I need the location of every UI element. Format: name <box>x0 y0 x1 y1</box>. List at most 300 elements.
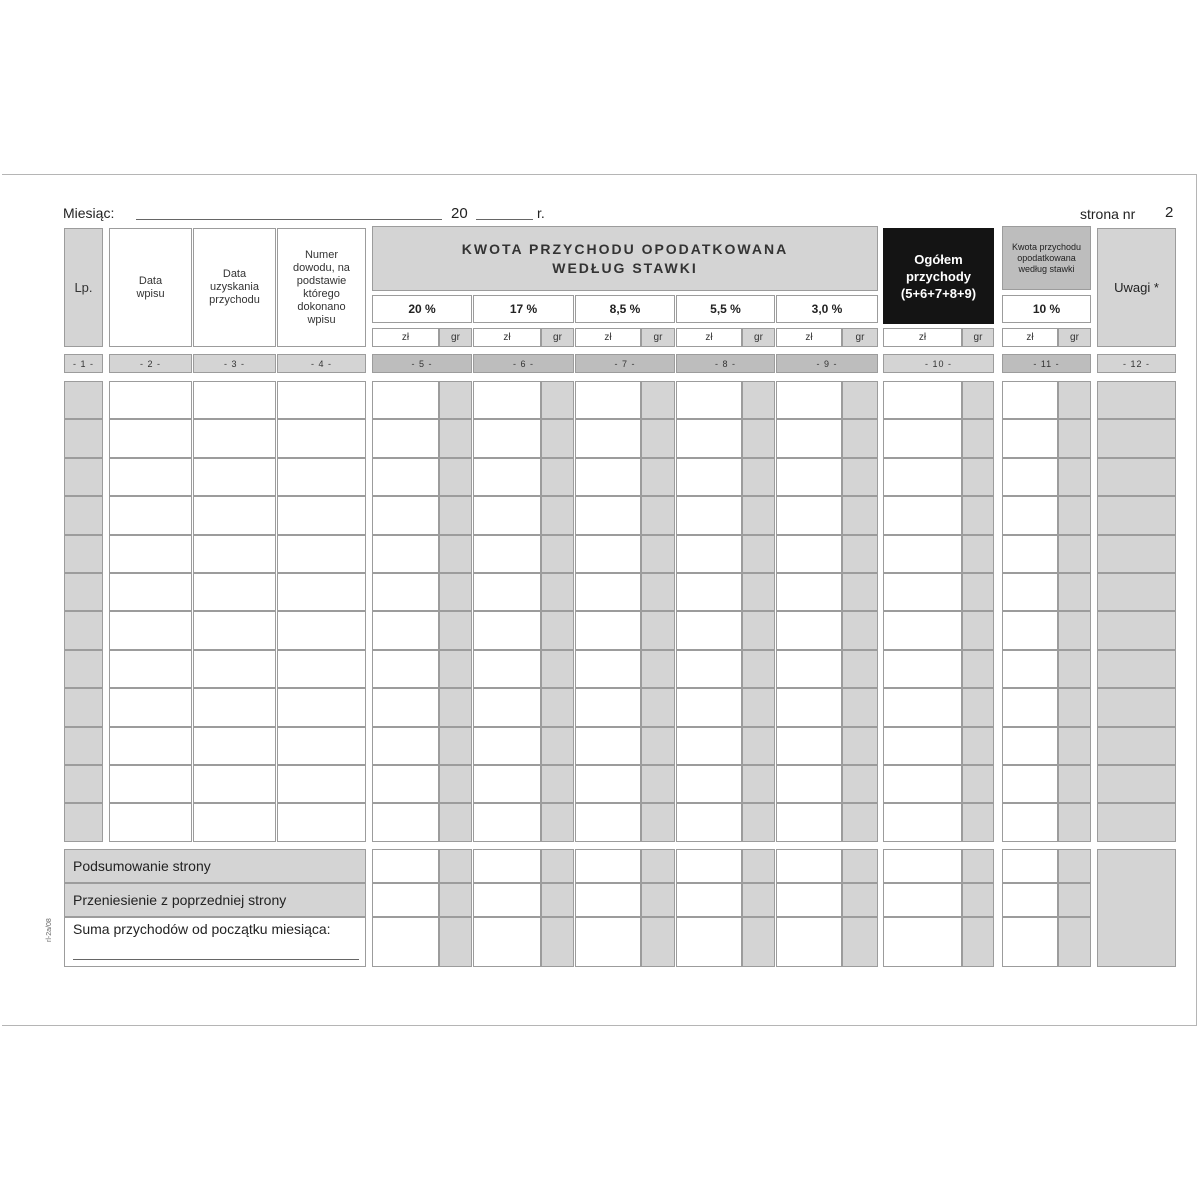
table-row-zl-10[interactable] <box>883 381 962 419</box>
table-row-lp[interactable] <box>64 803 103 842</box>
summary-carried-gr-7[interactable] <box>641 883 675 917</box>
table-row-remarks[interactable] <box>1097 535 1176 573</box>
table-row-zl-9[interactable] <box>776 573 842 611</box>
table-row-zl-6[interactable] <box>473 419 541 458</box>
summary-carried-zl-8[interactable] <box>676 883 742 917</box>
table-row-doc-number[interactable] <box>277 419 366 458</box>
table-row-zl-6[interactable] <box>473 688 541 727</box>
table-row-date-revenue[interactable] <box>193 765 276 803</box>
summary-carried-zl-9[interactable] <box>776 883 842 917</box>
table-row-remarks[interactable] <box>1097 419 1176 458</box>
table-row-gr-5[interactable] <box>439 496 472 535</box>
table-row-zl-11[interactable] <box>1002 535 1058 573</box>
table-row-doc-number[interactable] <box>277 650 366 688</box>
table-row-date-entry[interactable] <box>109 688 192 727</box>
table-row-zl-5[interactable] <box>372 688 439 727</box>
table-row-gr-9[interactable] <box>842 727 878 765</box>
table-row-gr-9[interactable] <box>842 611 878 650</box>
table-row-gr-8[interactable] <box>742 458 775 496</box>
summary-carried-zl-5[interactable] <box>372 883 439 917</box>
table-row-zl-7[interactable] <box>575 650 641 688</box>
table-row-zl-9[interactable] <box>776 458 842 496</box>
table-row-gr-5[interactable] <box>439 688 472 727</box>
table-row-gr-8[interactable] <box>742 688 775 727</box>
table-row-gr-7[interactable] <box>641 458 675 496</box>
table-row-remarks[interactable] <box>1097 727 1176 765</box>
table-row-zl-5[interactable] <box>372 419 439 458</box>
table-row-gr-11[interactable] <box>1058 688 1091 727</box>
table-row-lp[interactable] <box>64 458 103 496</box>
table-row-zl-11[interactable] <box>1002 419 1058 458</box>
unit-zl-7 <box>575 328 641 347</box>
table-row-gr-11[interactable] <box>1058 419 1091 458</box>
table-row-zl-8[interactable] <box>676 496 742 535</box>
table-row-gr-7[interactable] <box>641 573 675 611</box>
summary-carried-zl-11[interactable] <box>1002 883 1058 917</box>
table-row-zl-10[interactable] <box>883 803 962 842</box>
table-row-zl-7[interactable] <box>575 458 641 496</box>
table-row-zl-5[interactable] <box>372 765 439 803</box>
header-rate-2 <box>473 295 574 323</box>
table-row-zl-8[interactable] <box>676 573 742 611</box>
table-row-zl-11[interactable] <box>1002 650 1058 688</box>
table-row-gr-8[interactable] <box>742 650 775 688</box>
table-row-doc-number[interactable] <box>277 765 366 803</box>
table-row-doc-number[interactable] <box>277 727 366 765</box>
table-row-date-entry[interactable] <box>109 803 192 842</box>
summary-month-sum-zl-9[interactable] <box>776 917 842 967</box>
table-row-gr-10[interactable] <box>962 765 994 803</box>
table-row-gr-6[interactable] <box>541 765 574 803</box>
table-row-zl-11[interactable] <box>1002 803 1058 842</box>
table-row-gr-7[interactable] <box>641 688 675 727</box>
table-row-remarks[interactable] <box>1097 458 1176 496</box>
table-row-gr-8[interactable] <box>742 573 775 611</box>
table-row-zl-9[interactable] <box>776 611 842 650</box>
column-number-7 <box>575 354 675 373</box>
summary-month-sum-gr-6[interactable] <box>541 917 574 967</box>
summary-month-sum-gr-8[interactable] <box>742 917 775 967</box>
header-date-entry-text: Data wpisu <box>136 274 165 300</box>
table-row-lp[interactable] <box>64 573 103 611</box>
table-row-gr-9[interactable] <box>842 688 878 727</box>
table-row-zl-6[interactable] <box>473 573 541 611</box>
table-row-zl-9[interactable] <box>776 803 842 842</box>
table-row-date-revenue[interactable] <box>193 803 276 842</box>
table-row-remarks[interactable] <box>1097 650 1176 688</box>
table-row-date-entry[interactable] <box>109 535 192 573</box>
table-row-gr-9[interactable] <box>842 535 878 573</box>
table-row-gr-9[interactable] <box>842 803 878 842</box>
table-row-zl-7[interactable] <box>575 573 641 611</box>
table-row-gr-11[interactable] <box>1058 803 1091 842</box>
table-row-date-revenue[interactable] <box>193 688 276 727</box>
summary-page-sum-zl-9[interactable] <box>776 849 842 883</box>
header-rate-1-text: 20 % <box>408 302 436 316</box>
table-row-zl-11[interactable] <box>1002 496 1058 535</box>
summary-page-sum-zl-7[interactable] <box>575 849 641 883</box>
table-row-gr-9[interactable] <box>842 765 878 803</box>
table-row-doc-number[interactable] <box>277 381 366 419</box>
table-row-gr-11[interactable] <box>1058 573 1091 611</box>
table-row-gr-9[interactable] <box>842 496 878 535</box>
summary-page-sum-gr-6[interactable] <box>541 849 574 883</box>
table-row-remarks[interactable] <box>1097 573 1176 611</box>
summary-month-sum-zl-7[interactable] <box>575 917 641 967</box>
summary-page-sum-zl-5[interactable] <box>372 849 439 883</box>
table-row-doc-number[interactable] <box>277 611 366 650</box>
table-row-doc-number[interactable] <box>277 496 366 535</box>
summary-month-sum-gr-5[interactable] <box>439 917 472 967</box>
table-row-date-entry[interactable] <box>109 611 192 650</box>
table-row-gr-10[interactable] <box>962 496 994 535</box>
header-rate-1 <box>372 295 472 323</box>
table-row-doc-number[interactable] <box>277 803 366 842</box>
table-row-gr-8[interactable] <box>742 381 775 419</box>
table-row-lp[interactable] <box>64 688 103 727</box>
summary-month-sum-gr-11[interactable] <box>1058 917 1091 967</box>
table-row-zl-5[interactable] <box>372 381 439 419</box>
summary-page-sum-gr-11[interactable] <box>1058 849 1091 883</box>
table-row-zl-11[interactable] <box>1002 458 1058 496</box>
table-row-gr-7[interactable] <box>641 611 675 650</box>
table-row-gr-7[interactable] <box>641 803 675 842</box>
table-row-gr-9[interactable] <box>842 419 878 458</box>
table-row-gr-10[interactable] <box>962 458 994 496</box>
header-rate-3-text: 8,5 % <box>609 302 641 316</box>
column-number-8 <box>676 354 775 373</box>
table-row-zl-8[interactable] <box>676 611 742 650</box>
table-row-gr-5[interactable] <box>439 803 472 842</box>
table-row-zl-9[interactable] <box>776 727 842 765</box>
summary-page-sum-zl-8[interactable] <box>676 849 742 883</box>
table-row-gr-10[interactable] <box>962 535 994 573</box>
summary-carried-zl-7[interactable] <box>575 883 641 917</box>
table-row-zl-6[interactable] <box>473 803 541 842</box>
summary-remarks-block <box>1097 849 1176 967</box>
table-row-zl-7[interactable] <box>575 535 641 573</box>
table-row-zl-8[interactable] <box>676 458 742 496</box>
table-row-zl-7[interactable] <box>575 419 641 458</box>
table-row-zl-7[interactable] <box>575 688 641 727</box>
summary-page-sum-gr-8[interactable] <box>742 849 775 883</box>
summary-page-sum-zl-11[interactable] <box>1002 849 1058 883</box>
table-row-zl-10[interactable] <box>883 611 962 650</box>
table-row-gr-7[interactable] <box>641 419 675 458</box>
table-row-zl-7[interactable] <box>575 611 641 650</box>
table-row-gr-11[interactable] <box>1058 381 1091 419</box>
table-row-gr-8[interactable] <box>742 535 775 573</box>
table-row-zl-8[interactable] <box>676 419 742 458</box>
table-row-date-entry[interactable] <box>109 496 192 535</box>
summary-page-sum-gr-7[interactable] <box>641 849 675 883</box>
table-row-gr-10[interactable] <box>962 803 994 842</box>
summary-page-sum-zl-10[interactable] <box>883 849 962 883</box>
table-row-lp[interactable] <box>64 611 103 650</box>
table-row-zl-5[interactable] <box>372 611 439 650</box>
table-row-gr-5[interactable] <box>439 381 472 419</box>
table-row-zl-9[interactable] <box>776 765 842 803</box>
table-row-gr-7[interactable] <box>641 765 675 803</box>
table-row-gr-5[interactable] <box>439 650 472 688</box>
table-row-gr-5[interactable] <box>439 458 472 496</box>
table-row-zl-8[interactable] <box>676 688 742 727</box>
table-row-zl-7[interactable] <box>575 765 641 803</box>
table-row-date-entry[interactable] <box>109 458 192 496</box>
table-row-gr-10[interactable] <box>962 650 994 688</box>
summary-carried-zl-10[interactable] <box>883 883 962 917</box>
table-row-gr-11[interactable] <box>1058 727 1091 765</box>
table-row-zl-5[interactable] <box>372 803 439 842</box>
table-row-zl-5[interactable] <box>372 458 439 496</box>
table-row-date-entry[interactable] <box>109 727 192 765</box>
header-rate-3 <box>575 295 675 323</box>
table-row-zl-6[interactable] <box>473 381 541 419</box>
column-number-6 <box>473 354 574 373</box>
table-row-zl-11[interactable] <box>1002 727 1058 765</box>
table-row-lp[interactable] <box>64 381 103 419</box>
table-row-zl-9[interactable] <box>776 650 842 688</box>
table-row-zl-6[interactable] <box>473 496 541 535</box>
table-row-zl-5[interactable] <box>372 650 439 688</box>
header-total <box>883 228 994 324</box>
table-row-gr-6[interactable] <box>541 688 574 727</box>
table-row-gr-7[interactable] <box>641 381 675 419</box>
table-row-gr-8[interactable] <box>742 803 775 842</box>
unit-zl-9 <box>776 328 842 347</box>
table-row-gr-9[interactable] <box>842 573 878 611</box>
summary-month-sum-gr-10[interactable] <box>962 917 994 967</box>
table-row-gr-5[interactable] <box>439 419 472 458</box>
table-row-gr-7[interactable] <box>641 496 675 535</box>
table-row-remarks[interactable] <box>1097 688 1176 727</box>
year-field[interactable] <box>476 206 533 220</box>
table-row-date-revenue[interactable] <box>193 727 276 765</box>
table-row-lp[interactable] <box>64 535 103 573</box>
table-row-gr-5[interactable] <box>439 727 472 765</box>
table-row-gr-11[interactable] <box>1058 535 1091 573</box>
table-row-zl-10[interactable] <box>883 535 962 573</box>
table-row-zl-9[interactable] <box>776 496 842 535</box>
table-row-gr-6[interactable] <box>541 573 574 611</box>
table-row-zl-11[interactable] <box>1002 381 1058 419</box>
table-row-doc-number[interactable] <box>277 688 366 727</box>
table-row-gr-11[interactable] <box>1058 496 1091 535</box>
table-row-date-revenue[interactable] <box>193 573 276 611</box>
table-row-date-entry[interactable] <box>109 419 192 458</box>
table-row-doc-number[interactable] <box>277 573 366 611</box>
table-row-gr-8[interactable] <box>742 611 775 650</box>
unit-zl-5 <box>372 328 439 347</box>
summary-page-sum-gr-9[interactable] <box>842 849 878 883</box>
table-row-gr-7[interactable] <box>641 727 675 765</box>
table-row-zl-10[interactable] <box>883 688 962 727</box>
table-row-lp[interactable] <box>64 496 103 535</box>
table-row-gr-6[interactable] <box>541 650 574 688</box>
table-row-gr-5[interactable] <box>439 611 472 650</box>
table-row-zl-8[interactable] <box>676 650 742 688</box>
unit-gr-7 <box>641 328 675 347</box>
table-row-date-entry[interactable] <box>109 765 192 803</box>
table-row-gr-6[interactable] <box>541 458 574 496</box>
table-row-gr-6[interactable] <box>541 381 574 419</box>
table-row-gr-6[interactable] <box>541 419 574 458</box>
table-row-date-revenue[interactable] <box>193 611 276 650</box>
table-row-date-revenue[interactable] <box>193 535 276 573</box>
unit-gr-10 <box>962 328 994 347</box>
unit-zl-6-text: zł <box>503 332 511 343</box>
table-row-gr-8[interactable] <box>742 419 775 458</box>
table-row-zl-6[interactable] <box>473 535 541 573</box>
table-row-gr-10[interactable] <box>962 611 994 650</box>
table-row-gr-5[interactable] <box>439 535 472 573</box>
table-row-doc-number[interactable] <box>277 535 366 573</box>
table-row-gr-10[interactable] <box>962 727 994 765</box>
table-row-zl-8[interactable] <box>676 803 742 842</box>
table-row-zl-9[interactable] <box>776 535 842 573</box>
table-row-zl-6[interactable] <box>473 458 541 496</box>
table-row-gr-9[interactable] <box>842 650 878 688</box>
table-row-gr-11[interactable] <box>1058 458 1091 496</box>
summary-month-sum-zl-10[interactable] <box>883 917 962 967</box>
table-row-remarks[interactable] <box>1097 803 1176 842</box>
table-row-zl-8[interactable] <box>676 765 742 803</box>
table-row-gr-8[interactable] <box>742 727 775 765</box>
header-rate-4-text: 5,5 % <box>710 302 741 316</box>
table-row-zl-5[interactable] <box>372 727 439 765</box>
summary-carried-gr-8[interactable] <box>742 883 775 917</box>
table-row-gr-10[interactable] <box>962 573 994 611</box>
table-row-gr-7[interactable] <box>641 650 675 688</box>
table-row-date-revenue[interactable] <box>193 381 276 419</box>
header-lp-text: Lp. <box>74 280 93 295</box>
table-row-gr-10[interactable] <box>962 688 994 727</box>
table-row-gr-6[interactable] <box>541 727 574 765</box>
summary-carried-gr-6[interactable] <box>541 883 574 917</box>
table-row-date-entry[interactable] <box>109 381 192 419</box>
table-row-gr-7[interactable] <box>641 535 675 573</box>
table-row-gr-9[interactable] <box>842 458 878 496</box>
table-row-date-revenue[interactable] <box>193 458 276 496</box>
table-row-zl-11[interactable] <box>1002 688 1058 727</box>
summary-page-sum-gr-10[interactable] <box>962 849 994 883</box>
table-row-lp[interactable] <box>64 650 103 688</box>
table-row-gr-10[interactable] <box>962 381 994 419</box>
table-row-gr-11[interactable] <box>1058 765 1091 803</box>
table-row-zl-7[interactable] <box>575 727 641 765</box>
table-row-gr-8[interactable] <box>742 496 775 535</box>
table-row-remarks[interactable] <box>1097 381 1176 419</box>
summary-month-sum-zl-11[interactable] <box>1002 917 1058 967</box>
summary-carried-gr-10[interactable] <box>962 883 994 917</box>
table-row-zl-6[interactable] <box>473 727 541 765</box>
table-row-zl-10[interactable] <box>883 458 962 496</box>
table-row-remarks[interactable] <box>1097 611 1176 650</box>
table-row-zl-11[interactable] <box>1002 573 1058 611</box>
table-row-lp[interactable] <box>64 419 103 458</box>
table-row-zl-7[interactable] <box>575 381 641 419</box>
table-row-zl-10[interactable] <box>883 419 962 458</box>
table-row-zl-10[interactable] <box>883 765 962 803</box>
table-row-date-entry[interactable] <box>109 573 192 611</box>
table-row-zl-10[interactable] <box>883 496 962 535</box>
table-row-zl-7[interactable] <box>575 803 641 842</box>
summary-month-sum-zl-5[interactable] <box>372 917 439 967</box>
summary-carried-gr-9[interactable] <box>842 883 878 917</box>
table-row-zl-9[interactable] <box>776 381 842 419</box>
table-row-zl-7[interactable] <box>575 496 641 535</box>
table-row-gr-6[interactable] <box>541 535 574 573</box>
table-row-gr-5[interactable] <box>439 765 472 803</box>
summary-carried-gr-5[interactable] <box>439 883 472 917</box>
table-row-lp[interactable] <box>64 765 103 803</box>
summary-month-sum-gr-7[interactable] <box>641 917 675 967</box>
table-row-zl-6[interactable] <box>473 765 541 803</box>
unit-zl-10-text: zł <box>918 332 927 343</box>
table-row-date-revenue[interactable] <box>193 496 276 535</box>
summary-month-sum-gr-9[interactable] <box>842 917 878 967</box>
header-date-revenue <box>193 228 276 347</box>
unit-zl-10 <box>883 328 962 347</box>
table-row-zl-10[interactable] <box>883 573 962 611</box>
table-row-gr-8[interactable] <box>742 765 775 803</box>
table-row-remarks[interactable] <box>1097 496 1176 535</box>
table-row-zl-10[interactable] <box>883 650 962 688</box>
table-row-date-revenue[interactable] <box>193 650 276 688</box>
table-row-lp[interactable] <box>64 727 103 765</box>
summary-carried-gr-11[interactable] <box>1058 883 1091 917</box>
table-row-gr-11[interactable] <box>1058 650 1091 688</box>
table-row-doc-number[interactable] <box>277 458 366 496</box>
summary-month-sum-zl-8[interactable] <box>676 917 742 967</box>
summary-carried-label <box>64 883 366 917</box>
table-row-date-revenue[interactable] <box>193 419 276 458</box>
table-row-gr-9[interactable] <box>842 381 878 419</box>
month-field[interactable] <box>136 206 442 220</box>
unit-zl-8-text: zł <box>705 332 713 343</box>
table-row-zl-9[interactable] <box>776 688 842 727</box>
table-row-gr-6[interactable] <box>541 803 574 842</box>
table-row-gr-11[interactable] <box>1058 611 1091 650</box>
table-row-gr-6[interactable] <box>541 496 574 535</box>
table-row-date-entry[interactable] <box>109 650 192 688</box>
table-row-remarks[interactable] <box>1097 765 1176 803</box>
header-group-title-text: KWOTA PRZYCHODU OPODATKOWANA WEDŁUG STAWKI <box>461 240 789 276</box>
summary-page-sum-zl-6[interactable] <box>473 849 541 883</box>
summary-page-sum-gr-5[interactable] <box>439 849 472 883</box>
table-row-gr-6[interactable] <box>541 611 574 650</box>
table-row-zl-8[interactable] <box>676 535 742 573</box>
table-row-gr-5[interactable] <box>439 573 472 611</box>
table-row-gr-10[interactable] <box>962 419 994 458</box>
table-row-zl-8[interactable] <box>676 381 742 419</box>
table-row-zl-11[interactable] <box>1002 765 1058 803</box>
summary-month-sum-zl-6[interactable] <box>473 917 541 967</box>
table-row-zl-10[interactable] <box>883 727 962 765</box>
table-row-zl-5[interactable] <box>372 535 439 573</box>
table-row-zl-11[interactable] <box>1002 611 1058 650</box>
table-row-zl-6[interactable] <box>473 611 541 650</box>
unit-zl-11-text: zł <box>1026 332 1034 343</box>
table-row-zl-6[interactable] <box>473 650 541 688</box>
table-row-zl-5[interactable] <box>372 496 439 535</box>
summary-carried-zl-6[interactable] <box>473 883 541 917</box>
table-row-zl-8[interactable] <box>676 727 742 765</box>
table-row-zl-9[interactable] <box>776 419 842 458</box>
header-remarks <box>1097 228 1176 347</box>
month-sum-field[interactable] <box>73 959 359 960</box>
table-row-zl-5[interactable] <box>372 573 439 611</box>
